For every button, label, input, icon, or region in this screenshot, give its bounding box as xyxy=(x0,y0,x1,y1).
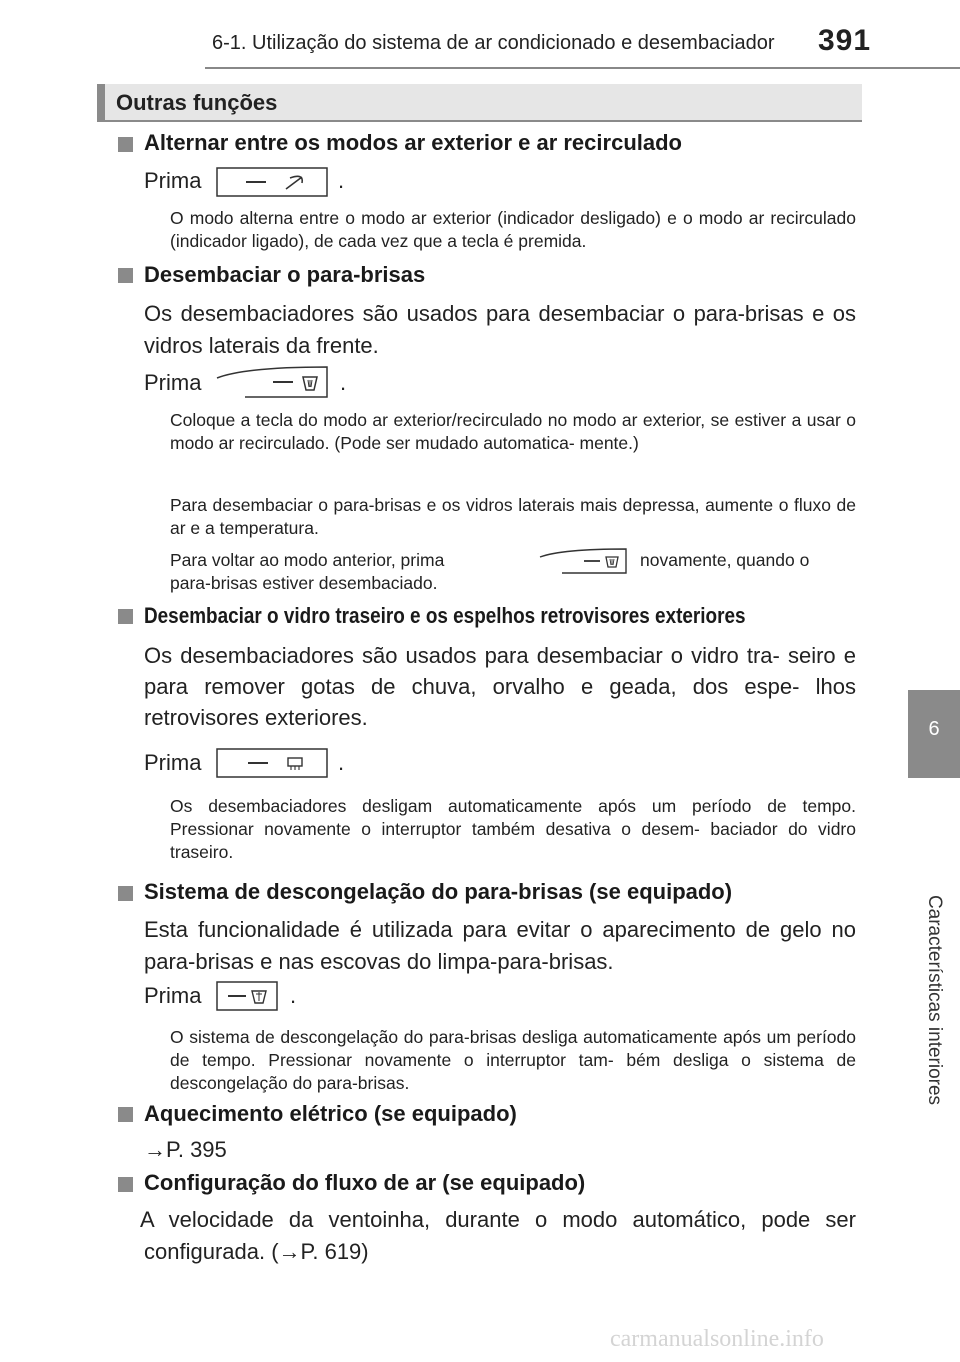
item-heading: Sistema de descongelação do para-brisas (se equipado) xyxy=(144,879,733,904)
item-heading: Desembaciar o vidro traseiro e os espelhos retrovisores exteriores xyxy=(144,603,746,628)
item-heading: Alternar entre os modos ar exterior e ar recirculado xyxy=(144,130,682,155)
period: . xyxy=(338,168,345,193)
period: . xyxy=(340,370,347,395)
item-body: Esta funcionalidade é utilizada para evitar o aparecimento de gelo no para-brisas e nas escovas do limpa-para-brisas. xyxy=(144,917,856,974)
period: . xyxy=(338,750,345,775)
item-note: O sistema de descongelação do para-brisas desliga automaticamente após um período de tempo. Pressionar novamente o interruptor tam- bém desliga o sistema de descongelação do para-brisas. xyxy=(170,1027,856,1093)
item-note-line: para-brisas estiver desembaciado. xyxy=(170,573,438,593)
item-body: Os desembaciadores são usados para desembaciar o para-brisas e os vidros laterais da frente. xyxy=(144,301,856,358)
chapter-number: 6 xyxy=(928,718,940,740)
windshield-defog-button-inline[interactable] xyxy=(538,548,628,579)
chapter-label: Características interiores xyxy=(924,894,945,1106)
section-title: Outras funções xyxy=(116,90,278,115)
chapter-tab xyxy=(908,690,960,778)
bullet-square xyxy=(118,609,133,624)
period: . xyxy=(290,983,297,1008)
item-note: Para desembaciar o para-brisas e os vidros laterais mais depressa, aumente o fluxo de ar e a temperatura. xyxy=(170,495,856,538)
item-heading: Desembaciar o para-brisas xyxy=(144,262,426,287)
header-rule xyxy=(205,67,960,69)
prima-label: Prima xyxy=(144,983,202,1008)
item-body: Os desembaciadores são usados para desembaciar o vidro tra- seiro e para remover gotas de chuva, orvalho e geada, dos espe- lhos retrovisores exteriores. xyxy=(144,643,856,730)
section-header-bar xyxy=(97,84,105,120)
bullet-square xyxy=(118,1107,133,1122)
running-header: 6-1. Utilização do sistema de ar condicionado e desembaciador xyxy=(212,32,775,54)
prima-label: Prima xyxy=(144,370,202,395)
recirculate-air-button[interactable] xyxy=(216,167,328,197)
windshield-deicer-button[interactable] xyxy=(216,981,278,1011)
item-note-start: Para voltar ao modo anterior, prima xyxy=(170,550,445,570)
section-header xyxy=(97,84,862,122)
item-note: Os desembaciadores desligam automaticamente após um período de tempo. Pressionar novamente o interruptor também desativa o desem- baciador do vidro traseiro. xyxy=(170,796,856,862)
bullet-square xyxy=(118,1177,133,1192)
bullet-square xyxy=(118,137,133,152)
prima-label: Prima xyxy=(144,168,202,193)
windshield-defog-button[interactable] xyxy=(215,366,330,398)
watermark: carmanualsonline.info xyxy=(610,1326,824,1352)
item-heading: Aquecimento elétrico (se equipado) xyxy=(144,1101,517,1126)
rear-defog-button[interactable] xyxy=(216,748,328,778)
item-heading: Configuração do fluxo de ar (se equipado) xyxy=(144,1170,586,1195)
item-body: A velocidade da ventoinha, durante o modo automático, pode ser configurada. (→P. 619) xyxy=(140,1207,856,1264)
bullet-square xyxy=(118,886,133,901)
page-reference-link[interactable]: →P. 395 xyxy=(144,1137,227,1162)
page-number: 391 xyxy=(818,24,872,57)
item-note: O modo alterna entre o modo ar exterior (indicador desligado) e o modo ar recirculado (indicador ligado), de cada vez que a tecla é premida. xyxy=(170,208,856,251)
item-note: Coloque a tecla do modo ar exterior/recirculado no modo ar exterior, se estiver a usar o modo ar recirculado. (Pode ser mudado automatica- mente.) xyxy=(170,410,856,453)
bullet-square xyxy=(118,268,133,283)
item-note-end: novamente, quando o xyxy=(640,550,810,570)
prima-label: Prima xyxy=(144,750,202,775)
